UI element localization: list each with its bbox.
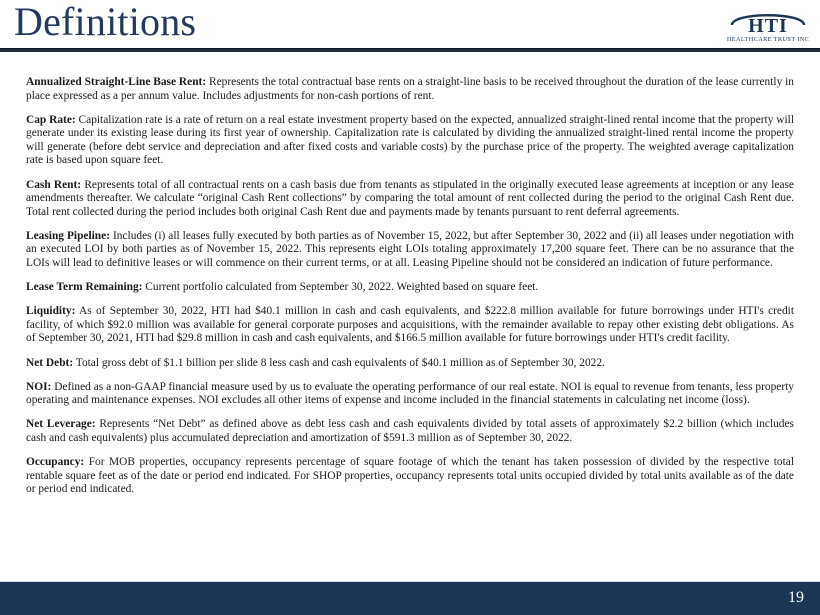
definition-body: Represents total of all contractual rents on a cash basis due from tenants as stipulated in the originally executed lease agreements at inception or any lease amendments thereafter. We calculate “original Cash Rent collections” by comparing the total amount of rent collected during the period to the original Cash Rent due. Total rent collected during the period includes both original Cash Rent due and payments made by tenants pursuant to rent deferral agreements. <box>26 178 794 218</box>
definition-body: Represents “Net Debt” as defined above as debt less cash and cash equivalents divided by total assets of approximately $2.2 billion (which includes cash and cash equivalents) plus accumulated depreciation and amortization of $591.3 million as of September 30, 2022. <box>26 418 794 444</box>
definition-term: Annualized Straight-Line Base Rent: <box>26 76 207 88</box>
definition-body: As of September 30, 2022, HTI had $40.1 million in cash and cash equivalents, and $222.8 million available for future borrowings under HTI's credit facility, of which $92.0 million was available for general corporate purposes and acquisitions, with the remainder available to repay other existing debt obligations. As of September 30, 2021, HTI had $29.8 million in cash and cash equivalents, and $166.5 million available for future borrowings under HTI's credit facility. <box>26 305 794 345</box>
definition-item <box>26 456 794 497</box>
definition-body: Capitalization rate is a rate of return on a real estate investment property based on the expected, annualized straight-lined rental income that the property will generate under its existing lease during its first year of ownership. Capitalization rate is calculated by dividing the annualized straight-lined rental income the property will generate (before debt service and depreciation and after fixed costs and variable costs) by the purchase price of the property. The weighted average capitalization rate is based upon square feet. <box>26 113 794 167</box>
page-title: Definitions <box>14 0 197 44</box>
definition-term: Cap Rate: <box>26 113 76 126</box>
definition-body: For MOB properties, occupancy represents percentage of square footage of which the tenant has taken possession of divided by the respective total rentable square feet as of the date or period end indicated. For SHOP properties, occupancy represents total units occupied divided by total units available as of the date or period end indicated. <box>26 455 794 496</box>
definition-body: Represents the total contractual base rents on a straight-line basis to be received throughout the duration of the lease currently in place expressed as a per annum value. Includes adjustments for non-cash portions of rent. <box>26 76 795 102</box>
definition-item <box>26 281 794 295</box>
definitions-list <box>0 56 820 507</box>
definition-item <box>26 418 794 445</box>
slide-header <box>0 0 820 48</box>
definition-item <box>26 381 794 408</box>
definition-term: Occupancy: <box>26 455 85 468</box>
definition-term: Lease Term Remaining: <box>26 281 143 294</box>
definition-term: Leasing Pipeline: <box>26 229 110 242</box>
header-divider <box>0 48 820 52</box>
definition-item <box>26 230 794 271</box>
hti-logo <box>722 6 814 44</box>
definition-item <box>26 114 794 168</box>
definition-term: Liquidity: <box>26 305 76 318</box>
definition-item <box>26 76 794 103</box>
definition-body: Includes (i) all leases fully executed by both parties as of November 15, 2022, but after September 30, 2022 and (ii) all leases under negotiation with an executed LOI by both parties as of November 15, 2022. This represents eight LOIs totaling approximately 17,200 square feet. There can be no assurance that the LOIs will lead to definitive leases or will commence on their current terms, or at all. Leasing Pipeline should not be considered an indication of future performance. <box>26 229 794 270</box>
svg-text:HEALTHCARE TRUST INC: HEALTHCARE TRUST INC <box>726 36 810 43</box>
definition-item <box>26 179 794 220</box>
definition-item <box>26 357 794 371</box>
definition-item <box>26 305 794 346</box>
definition-term: Cash Rent: <box>26 178 82 191</box>
definition-term: Net Leverage: <box>26 418 96 431</box>
definition-term: Net Debt: <box>26 356 74 369</box>
page-number: 19 <box>788 589 804 606</box>
definition-body: Defined as a non-GAAP financial measure used by us to evaluate the operating performance of our real estate. NOI is equal to revenue from tenants, less property operating and maintenance expenses. NOI excludes all other items of expense and income included in the financial statements in calculating net income (loss). <box>26 380 794 407</box>
definition-term: NOI: <box>26 380 52 393</box>
footer-bar <box>0 581 820 615</box>
definition-body: Total gross debt of $1.1 billion per slide 8 less cash and cash equivalents of $40.1 million as of September 30, 2022. <box>73 356 605 369</box>
definition-body: Current portfolio calculated from September 30, 2022. Weighted based on square feet. <box>142 281 539 294</box>
svg-text:HTI: HTI <box>748 15 788 37</box>
